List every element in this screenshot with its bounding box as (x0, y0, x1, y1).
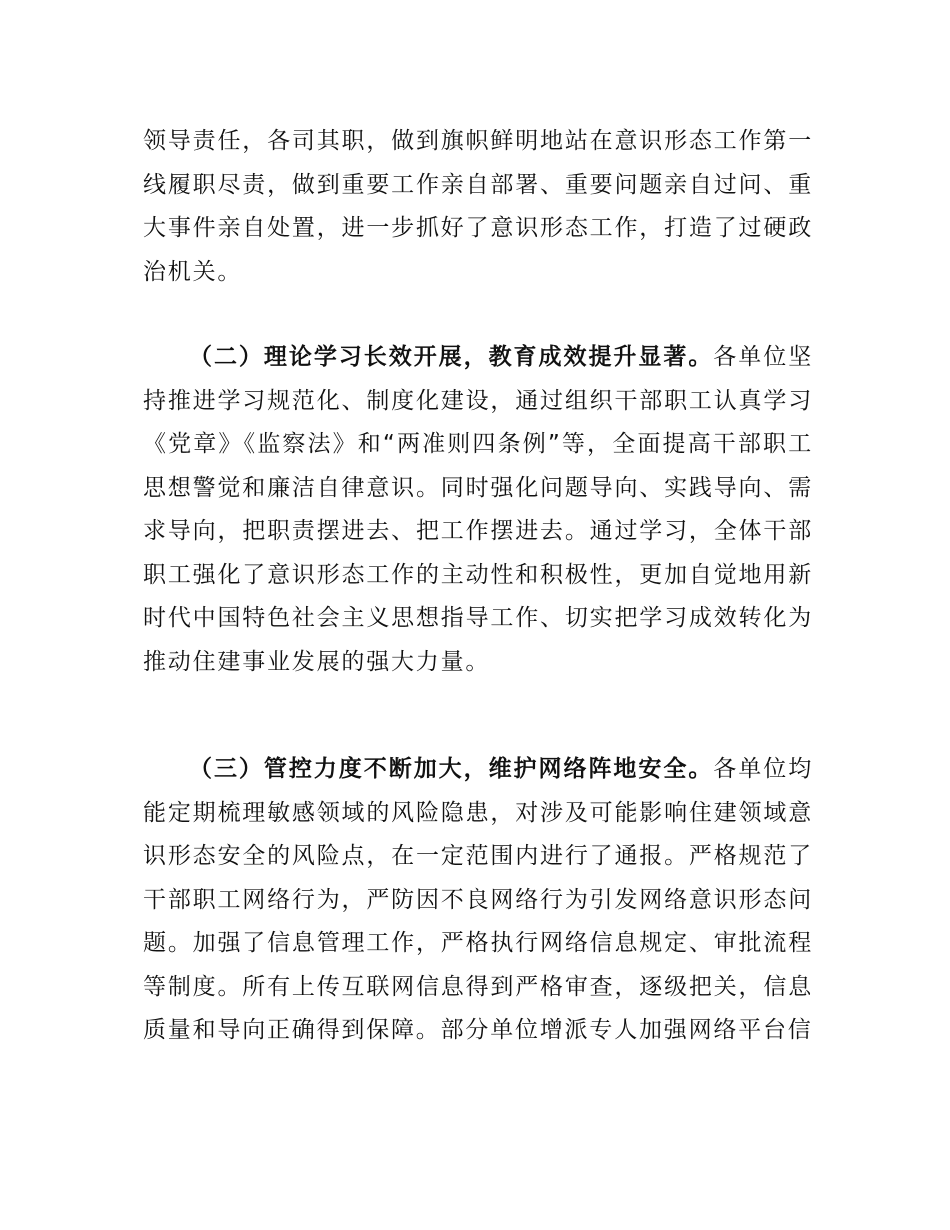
paragraph-body: 领导责任，各司其职，做到旗帜鲜明地站在意识形态工作第一线履职尽责，做到重要工作亲自部署、重要问题亲自过问、重大事件亲自处置，进一步抓好了意识形态工作，打造了过硬政治机关。 (143, 128, 813, 285)
paragraph-network-control (143, 748, 813, 1053)
paragraph-continuation (143, 120, 813, 294)
paragraph-heading: （三）管控力度不断加大，维护网络阵地安全。 (189, 756, 714, 782)
paragraph-theory-study (143, 336, 813, 684)
paragraph-body: 各单位坚持推进学习规范化、制度化建设，通过组织干部职工认真学习《党章》《监察法》和“两准则四条例”等，全面提高干部职工思想警觉和廉洁自律意识。同时强化问题导向、实践导向、需求导向，把职责摆进去、把工作摆进去。通过学习，全体干部职工强化了意识形态工作的主动性和积极性，更加自觉地用新时代中国特色社会主义思想指导工作、切实把学习成效转化为推动住建事业发展的强大力量。 (143, 344, 813, 675)
paragraph-heading: （二）理论学习长效开展，教育成效提升显著。 (189, 344, 714, 370)
paragraph-body: 各单位均能定期梳理敏感领域的风险隐患，对涉及可能影响住建领域意识形态安全的风险点，在一定范围内进行了通报。严格规范了干部职工网络行为，严防因不良网络行为引发网络意识形态问题。加强了信息管理工作，严格执行网络信息规定、审批流程等制度。所有上传互联网信息得到严格审查，逐级把关，信息质量和导向正确得到保障。部分单位增派专人加强网络平台信 (143, 756, 813, 1043)
